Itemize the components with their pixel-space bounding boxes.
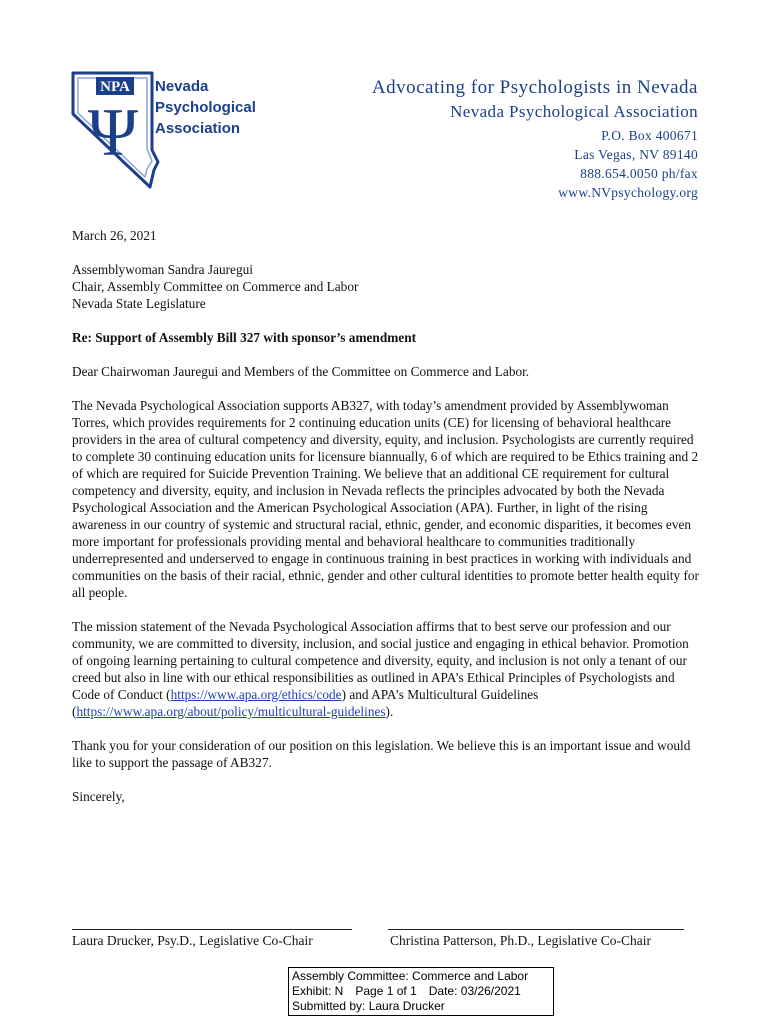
stamp-date: Date: 03/26/2021 [428,984,521,998]
logo-wordmark [155,76,256,139]
recipient-line-1: Assemblywoman Sandra Jauregui [72,262,253,277]
stamp-page: Page 1 of 1 [355,984,417,998]
psi-symbol: Ψ [87,94,139,170]
logo-line-3: Association [155,120,241,137]
stamp-submitted: Submitted by: Laura Drucker [292,999,445,1013]
letter-subject: Re: Support of Assembly Bill 327 with sponsor’s amendment [72,330,417,345]
logo-line-1: Nevada [155,78,209,95]
stamp-exhibit-row [292,984,550,999]
letterhead-city: Las Vegas, NV 89140 [574,147,698,162]
paragraph-2-text-c: ). [385,704,394,719]
logo-badge-text: NPA [100,79,130,95]
stamp-committee: Assembly Committee: Commerce and Labor [292,969,529,983]
signature-line-left [72,929,352,930]
recipient-line-3: Nevada State Legislature [72,296,206,311]
recipient-line-2: Chair, Assembly Committee on Commerce and Labor [72,279,359,294]
letterhead [372,76,698,202]
letter-date: March 26, 2021 [72,228,157,243]
stamp-exhibit: Exhibit: N [292,984,344,998]
letterhead-phone: 888.654.0050 ph/fax [580,166,698,181]
apa-multicultural-guidelines-link[interactable]: https://www.apa.org/about/policy/multicultural-guidelines [76,704,386,719]
letterhead-tagline: Advocating for Psychologists in Nevada [371,77,698,98]
letter-paragraph-1: The Nevada Psychological Association supports AB327, with today’s amendment provided by Assemblywoman Torres, which provides requirements for 2 continuing education units (CE) for licensing of behavioral healthcare providers in the area of cultural competency and diversity, equity, and inclusion. Psychologists are currently required to complete 30 continuing education units for licensure biannually, 6 of which are required to be Ethics training and 2 of which are required for Suicide Prevention Training. We believe that an additional CE requirement for cultural competency and diversity, equity, and inclusion in Nevada reflects the principles advocated by both the Nevada Psychological Association and the American Psychological Association (APA). Further, in light of the rising awareness in our country of systemic and structural racial, ethnic, gender, and economic disparities, it becomes even more important for professionals providing mental and behavioral healthcare to communities traditionally underrepresented and underserved to engage in continuous training in best practices in working with individuals and communities on the basis of their racial, ethnic, gender and other cultural identities to promote better health equity for all people. [72,398,699,600]
signature-line-right [388,929,684,930]
letter-closing: Sincerely, [72,789,125,804]
logo-line-2: Psychological [155,99,256,116]
paragraph-2-text-b: ) and APA’s Multicultural Guidelines ( [72,687,539,719]
signature-name-right: Christina Patterson, Ph.D., Legislative Co-Chair [390,933,651,948]
exhibit-stamp [288,967,554,1016]
apa-ethics-code-link[interactable]: https://www.apa.org/ethics/code [170,687,342,702]
letter-paragraph-3: Thank you for your consideration of our position on this legislation. We believe this is an important issue and would like to support the passage of AB327. [72,738,691,770]
paragraph-2-text-a: The mission statement of the Nevada Psychological Association affirms that to best serve our profession and our community, we are committed to diversity, inclusion, and social justice and engaging in ethical behavior. Promotion of ongoing learning pertaining to cultural competence and diversity, equity, and inclusion is not only a tenant of our creed but also in line with our ethical responsibilities as outlined in APA’s Ethical Principles of Psychologists and Code of Conduct ( [72,619,689,702]
letterhead-org-name: Nevada Psychological Association [450,102,698,121]
letter-salutation: Dear Chairwoman Jauregui and Members of the Committee on Commerce and Labor. [72,364,530,379]
signature-name-left: Laura Drucker, Psy.D., Legislative Co-Chair [72,933,313,948]
letterhead-po-box: P.O. Box 400671 [601,128,698,143]
letter-body [72,227,702,822]
letter-paragraph-2 [72,618,702,720]
letterhead-website[interactable]: www.NVpsychology.org [558,185,698,200]
